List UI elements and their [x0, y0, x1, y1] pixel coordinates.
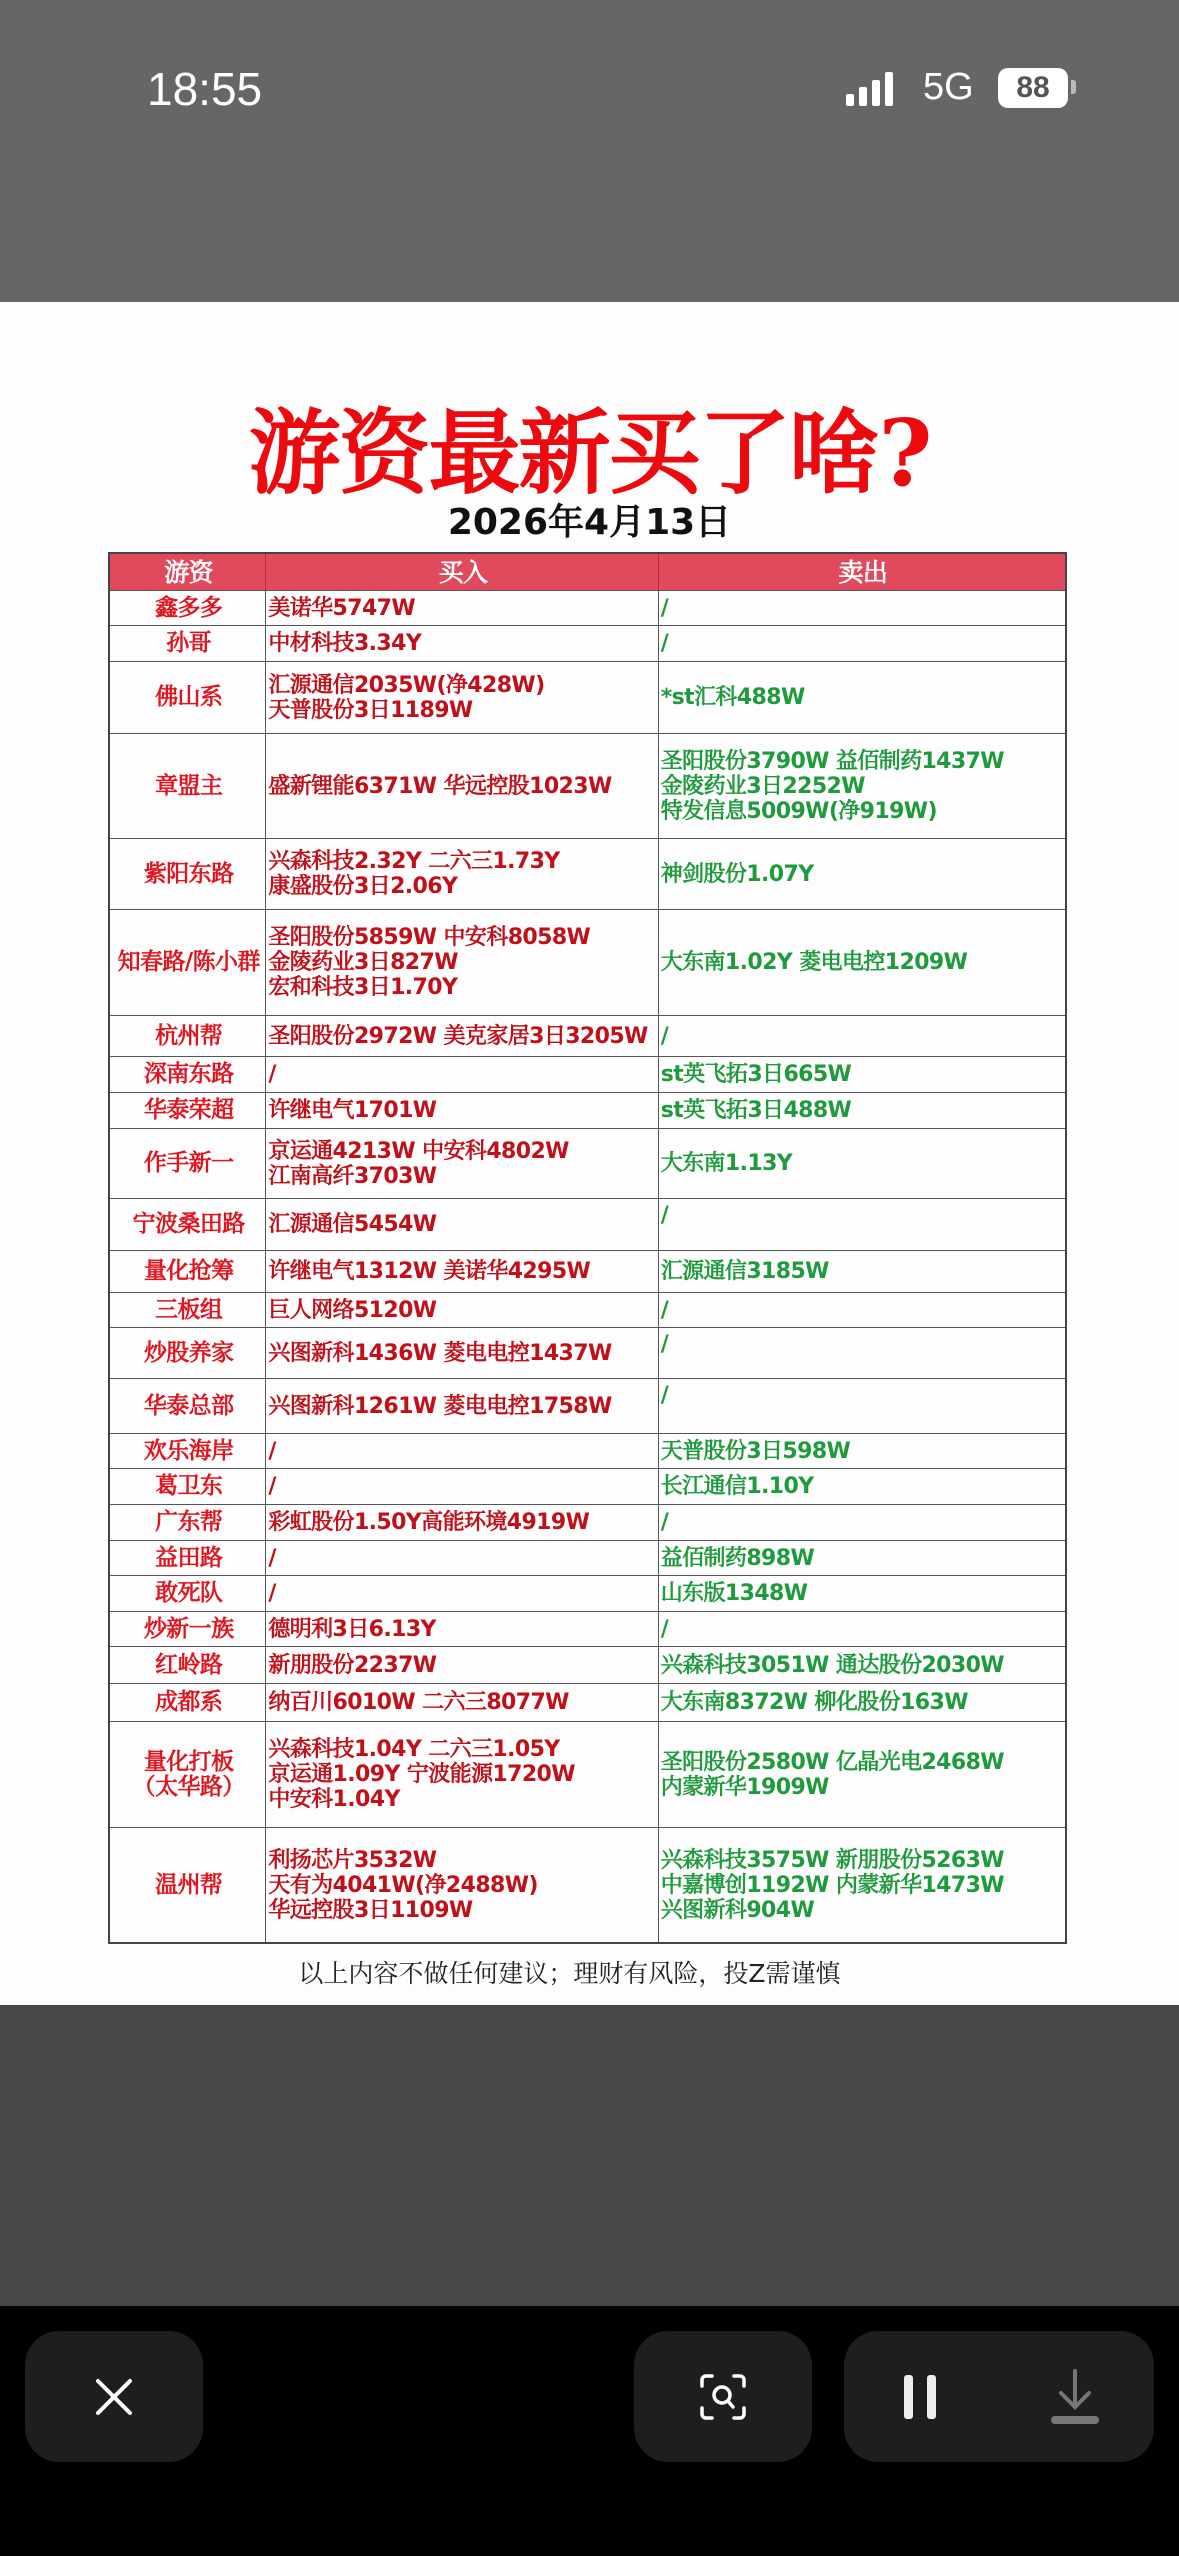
sell-cell-line: /	[660, 1297, 669, 1323]
trader-name-line: 鑫多多	[155, 594, 223, 621]
trader-name-line: 深南东路	[143, 1061, 234, 1087]
trader-name	[110, 1647, 265, 1683]
sell-cell-line: 天普股份3日598W	[660, 1438, 851, 1464]
buy-cell	[265, 910, 657, 1015]
trader-name-line: 欢乐海岸	[143, 1437, 234, 1464]
trader-name	[110, 734, 265, 838]
buy-cell	[265, 1647, 657, 1683]
sell-cell-line: 兴森科技3575W 新朋股份5263W	[660, 1847, 1004, 1873]
table-row	[110, 661, 1065, 733]
trader-name-line: 量化抢筹	[143, 1258, 234, 1284]
sell-cell	[658, 910, 1065, 1015]
sell-cell-line: 圣阳股份2580W 亿晶光电2468W	[660, 1749, 1004, 1775]
sell-cell	[658, 734, 1065, 838]
trader-name	[110, 1057, 265, 1092]
table-row	[110, 1128, 1065, 1198]
trader-name-line: 华泰荣超	[143, 1097, 234, 1123]
sell-cell	[658, 1379, 1065, 1433]
signal-icon	[846, 72, 896, 106]
table-row	[110, 1721, 1065, 1827]
sell-cell-line: /	[660, 1616, 669, 1642]
buy-cell	[265, 1016, 657, 1056]
buy-cell-line: 中安科1.04Y	[268, 1787, 400, 1812]
buy-cell	[265, 1251, 657, 1292]
trader-name-line: 红岭路	[155, 1651, 223, 1678]
sell-cell	[658, 1469, 1065, 1504]
trader-name	[110, 1684, 265, 1721]
buy-cell-line: 康盛股份3日2.06Y	[268, 874, 458, 899]
trader-name-line: 量化打板	[143, 1748, 234, 1775]
buy-cell	[265, 1828, 657, 1942]
buy-cell	[265, 1093, 657, 1128]
sell-cell-line: 大东南8372W 柳化股份163W	[660, 1690, 968, 1715]
buy-cell-line: 美诺华5747W	[268, 595, 416, 621]
table-row	[110, 1015, 1065, 1056]
buy-cell	[265, 1328, 657, 1378]
buy-cell	[265, 1379, 657, 1433]
trader-name-line: 宁波桑田路	[132, 1211, 245, 1237]
sell-cell	[658, 662, 1065, 733]
buy-cell-line: 兴森科技1.04Y 二六三1.05Y	[268, 1737, 560, 1762]
scan-search-icon	[698, 2372, 748, 2422]
sell-cell-line: /	[660, 1510, 669, 1535]
trader-name	[110, 1129, 265, 1198]
trader-name	[110, 1293, 265, 1327]
table-row	[110, 625, 1065, 661]
trader-name-line: 炒股养家	[143, 1339, 234, 1366]
battery-nub	[1071, 80, 1076, 94]
table-row	[110, 1683, 1065, 1721]
buy-cell	[265, 1434, 657, 1468]
sell-cell	[658, 1684, 1065, 1721]
trader-name	[110, 1251, 265, 1292]
buy-cell-line: 天有为4041W(净2488W)	[268, 1872, 538, 1898]
buy-cell-line: 德明利3日6.13Y	[268, 1616, 436, 1642]
table-row	[110, 1433, 1065, 1468]
visual-search-button[interactable]	[634, 2331, 812, 2462]
buy-cell-line: 兴森科技2.32Y 二六三1.73Y	[268, 849, 560, 874]
sell-cell	[658, 1434, 1065, 1468]
buy-cell	[265, 662, 657, 733]
sell-cell-line: 大东南1.02Y 菱电电控1209W	[660, 950, 968, 975]
buy-cell-line: 利扬芯片3532W	[268, 1847, 437, 1873]
poster-image	[0, 302, 1179, 2005]
trader-name	[110, 662, 265, 733]
sell-cell	[658, 591, 1065, 625]
buy-cell-line: 彩虹股份1.50Y高能环境4919W	[268, 1510, 590, 1535]
trader-name	[110, 1612, 265, 1646]
sell-cell	[658, 1293, 1065, 1327]
sell-cell	[658, 1576, 1065, 1611]
trader-name	[110, 1469, 265, 1504]
table-row	[110, 1056, 1065, 1092]
table-row	[110, 1250, 1065, 1292]
trader-name	[110, 591, 265, 625]
sell-cell-line: 长江通信1.10Y	[660, 1474, 814, 1499]
sell-cell	[658, 1057, 1065, 1092]
sell-cell-line: /	[660, 595, 669, 621]
sell-cell-line: /	[660, 1203, 669, 1228]
table-row	[110, 1504, 1065, 1540]
buy-cell	[265, 1469, 657, 1504]
sell-cell-line: 中嘉博创1192W 内蒙新华1473W	[660, 1872, 1004, 1898]
trader-name-line: 孙哥	[166, 630, 212, 656]
table-row	[110, 838, 1065, 909]
buy-cell-line: 圣阳股份2972W 美克家居3日3205W	[268, 1023, 648, 1049]
buy-cell	[265, 1505, 657, 1540]
trader-name-line: 佛山系	[155, 684, 223, 710]
buy-cell-line: 纳百川6010W 二六三8077W	[268, 1690, 569, 1715]
buy-cell	[265, 1612, 657, 1646]
trader-name-line: 广东帮	[155, 1509, 223, 1535]
trader-name-line: 敢死队	[155, 1580, 223, 1606]
trader-name	[110, 626, 265, 661]
table-row	[110, 733, 1065, 838]
sell-cell-line: 汇源通信3185W	[660, 1259, 829, 1284]
trader-name	[110, 1199, 265, 1250]
sell-cell-line: 神剑股份1.07Y	[660, 861, 814, 887]
table-row	[110, 1646, 1065, 1683]
buy-cell	[265, 1684, 657, 1721]
sell-cell	[658, 839, 1065, 909]
table-row	[110, 1378, 1065, 1433]
sell-cell	[658, 1251, 1065, 1292]
buy-cell-line: 天普股份3日1189W	[268, 697, 473, 723]
buy-cell-line: 圣阳股份5859W 中安科8058W	[268, 925, 591, 950]
sell-cell	[658, 1129, 1065, 1198]
trader-name	[110, 1016, 265, 1056]
table-header	[110, 554, 1065, 590]
sell-cell	[658, 1647, 1065, 1683]
sell-cell-line: /	[660, 1332, 669, 1357]
sell-cell-line: *st汇科488W	[660, 685, 805, 710]
buy-cell-line: 京运通4213W 中安科4802W	[268, 1138, 569, 1164]
header-trader: 游资	[164, 557, 214, 587]
table-row	[110, 590, 1065, 625]
trader-name-line: 华泰总部	[143, 1392, 234, 1419]
table-row	[110, 1327, 1065, 1378]
sell-cell	[658, 1612, 1065, 1646]
status-bar	[0, 0, 1179, 302]
sell-cell-line: /	[660, 1383, 669, 1408]
buy-cell-line: /	[268, 1062, 276, 1087]
sell-cell-line: 益佰制药898W	[660, 1545, 815, 1571]
buy-cell-line: 兴图新科1436W 菱电电控1437W	[268, 1340, 612, 1366]
download-icon[interactable]	[1051, 2369, 1099, 2425]
sell-cell-line: 兴森科技3051W 通达股份2030W	[660, 1652, 1004, 1678]
trader-name	[110, 1434, 265, 1468]
trader-name-line: 紫阳东路	[143, 860, 234, 887]
header-sell: 卖出	[658, 554, 1065, 590]
sell-cell-line: 大东南1.13Y	[660, 1151, 793, 1176]
trader-name	[110, 1093, 265, 1128]
close-icon	[92, 2375, 136, 2419]
buy-cell	[265, 839, 657, 909]
buy-cell-line: 许继电气1312W 美诺华4295W	[268, 1259, 591, 1284]
sell-cell	[658, 1505, 1065, 1540]
buy-cell-line: 江南高纤3703W	[268, 1163, 437, 1189]
battery-icon: 88	[998, 68, 1068, 108]
sell-cell	[658, 1093, 1065, 1128]
sell-cell	[658, 1199, 1065, 1250]
sell-cell-line: 内蒙新华1909W	[660, 1774, 829, 1800]
buy-cell-line: 盛新锂能6371W 华远控股1023W	[268, 773, 612, 799]
trader-name	[110, 1379, 265, 1433]
buy-cell-line: /	[268, 1545, 276, 1571]
buy-cell	[265, 591, 657, 625]
buy-cell	[265, 1129, 657, 1198]
poster-date: 2026年4月13日	[447, 502, 732, 543]
trader-name	[110, 1722, 265, 1827]
table-row	[110, 909, 1065, 1015]
sell-cell-line: st英飞拓3日665W	[660, 1062, 852, 1087]
table-row	[110, 1092, 1065, 1128]
trader-name	[110, 839, 265, 909]
table-row	[110, 1611, 1065, 1646]
sell-cell-line: /	[660, 1023, 669, 1049]
buy-cell	[265, 1576, 657, 1611]
buy-cell	[265, 1541, 657, 1575]
trader-name-line: 章盟主	[155, 772, 223, 799]
sell-cell-line: 山东版1348W	[660, 1581, 808, 1606]
table-row	[110, 1827, 1065, 1942]
trader-name-line: 三板组	[155, 1296, 223, 1323]
buy-cell	[265, 1722, 657, 1827]
clock: 18:55	[147, 63, 263, 115]
header-buy: 买入	[265, 554, 657, 590]
trader-name-line: （太华路）	[132, 1773, 245, 1800]
trader-name	[110, 910, 265, 1015]
trader-name-line: 杭州帮	[155, 1022, 223, 1049]
viewer-background	[0, 2005, 1179, 2306]
buy-cell-line: 兴图新科1261W 菱电电控1758W	[268, 1393, 612, 1419]
buy-cell-line: 金陵药业3日827W	[268, 950, 458, 975]
buy-cell	[265, 626, 657, 661]
trader-name	[110, 1328, 265, 1378]
buy-cell	[265, 734, 657, 838]
table-row	[110, 1468, 1065, 1504]
buy-cell	[265, 1293, 657, 1327]
pause-icon[interactable]	[900, 2373, 940, 2421]
sell-cell-line: /	[660, 631, 669, 656]
buy-cell-line: /	[268, 1474, 276, 1499]
disclaimer: 以上内容不做任何建议；理财有风险，投Z需谨慎	[298, 1959, 841, 1988]
table-row	[110, 1198, 1065, 1250]
buy-cell-line: 许继电气1701W	[268, 1098, 437, 1123]
network-type: 5G	[923, 66, 974, 108]
sell-cell	[658, 1016, 1065, 1056]
media-controls	[844, 2331, 1154, 2462]
sell-cell-line: 圣阳股份3790W 益佰制药1437W	[660, 748, 1004, 774]
buy-cell-line: 宏和科技3日1.70Y	[268, 975, 458, 1000]
trader-name-line: 炒新一族	[143, 1615, 234, 1642]
trader-name-line: 知春路/陈小群	[117, 949, 260, 975]
sell-cell	[658, 626, 1065, 661]
trader-name-line: 益田路	[155, 1544, 223, 1571]
buy-cell-line: 巨人网络5120W	[268, 1297, 437, 1323]
sell-cell	[658, 1541, 1065, 1575]
trader-name	[110, 1828, 265, 1942]
trader-name	[110, 1576, 265, 1611]
sell-cell-line: st英飞拓3日488W	[660, 1098, 852, 1123]
buy-cell	[265, 1057, 657, 1092]
buy-cell-line: 汇源通信2035W(净428W)	[268, 672, 545, 698]
close-button[interactable]	[25, 2331, 203, 2462]
trader-name-line: 成都系	[155, 1689, 223, 1715]
buy-cell-line: 华远控股3日1109W	[268, 1897, 473, 1923]
buy-cell	[265, 1199, 657, 1250]
buy-cell-line: 中材科技3.34Y	[268, 631, 422, 656]
sell-cell	[658, 1828, 1065, 1942]
sell-cell-line: 兴图新科904W	[660, 1897, 815, 1923]
trader-name	[110, 1505, 265, 1540]
buy-cell-line: 汇源通信5454W	[268, 1212, 437, 1237]
sell-cell	[658, 1722, 1065, 1827]
sell-cell-line: 特发信息5009W(净919W)	[660, 798, 937, 824]
trader-name	[110, 1541, 265, 1575]
trades-table	[108, 552, 1067, 1944]
buy-cell-line: 新朋股份2237W	[268, 1652, 437, 1678]
table-row	[110, 1575, 1065, 1611]
table-row	[110, 1292, 1065, 1327]
trader-name-line: 作手新一	[143, 1150, 234, 1176]
sell-cell-line: 金陵药业3日2252W	[660, 773, 865, 799]
buy-cell-line: /	[268, 1581, 276, 1606]
buy-cell-line: 京运通1.09Y 宁波能源1720W	[268, 1762, 575, 1787]
trader-name-line: 温州帮	[155, 1871, 223, 1898]
table-row	[110, 1540, 1065, 1575]
buy-cell-line: /	[268, 1438, 276, 1464]
trader-name-line: 葛卫东	[155, 1473, 223, 1499]
poster-title: 游资最新买了啥?	[248, 399, 931, 507]
sell-cell	[658, 1328, 1065, 1378]
